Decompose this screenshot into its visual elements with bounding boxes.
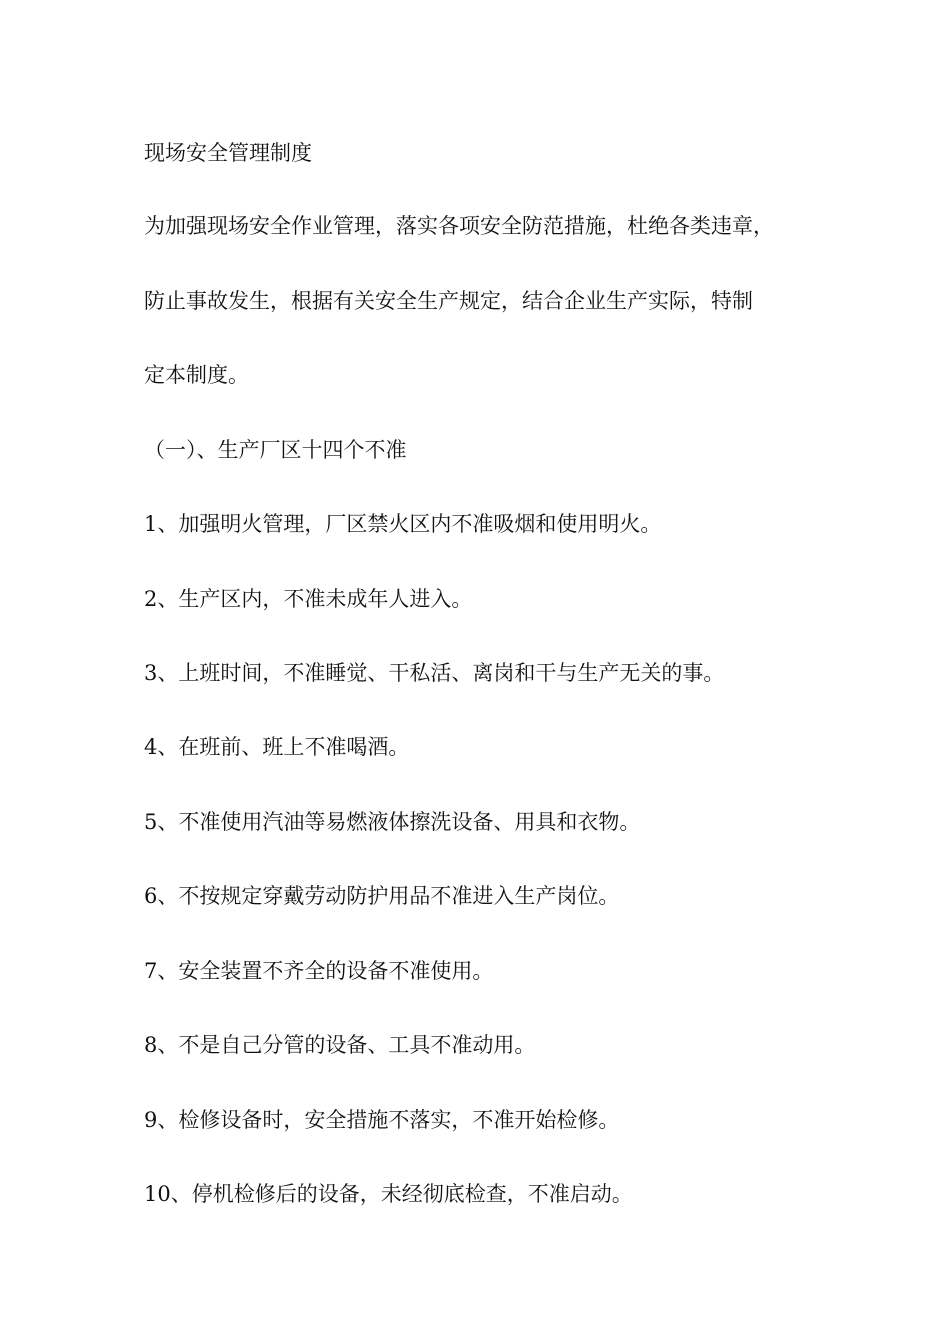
list-item: 7、安全装置不齐全的设备不准使用。 bbox=[144, 959, 494, 983]
list-item: 8、不是自己分管的设备、工具不准动用。 bbox=[144, 1033, 536, 1057]
list-item: 5、不准使用汽油等易燃液体擦洗设备、用具和衣物。 bbox=[144, 810, 641, 834]
list-item: 9、检修设备时，安全措施不落实，不准开始检修。 bbox=[144, 1108, 620, 1132]
intro-line: 为加强现场安全作业管理，落实各项安全防范措施，杜绝各类违章， bbox=[144, 214, 774, 238]
section-heading: （一）、生产厂区十四个不准 bbox=[144, 438, 407, 462]
list-item: 3、上班时间，不准睡觉、干私活、离岗和干与生产无关的事。 bbox=[144, 661, 725, 685]
intro-line: 定本制度。 bbox=[144, 363, 249, 387]
intro-line: 防止事故发生，根据有关安全生产规定，结合企业生产实际，特制 bbox=[144, 289, 753, 313]
document-title: 现场安全管理制度 bbox=[144, 141, 312, 165]
list-item: 1、加强明火管理，厂区禁火区内不准吸烟和使用明火。 bbox=[144, 512, 662, 536]
list-item: 10、停机检修后的设备，未经彻底检查，不准启动。 bbox=[144, 1182, 633, 1206]
list-item: 2、生产区内，不准未成年人进入。 bbox=[144, 587, 473, 611]
list-item: 4、在班前、班上不准喝酒。 bbox=[144, 735, 410, 759]
list-item: 6、不按规定穿戴劳动防护用品不准进入生产岗位。 bbox=[144, 884, 620, 908]
